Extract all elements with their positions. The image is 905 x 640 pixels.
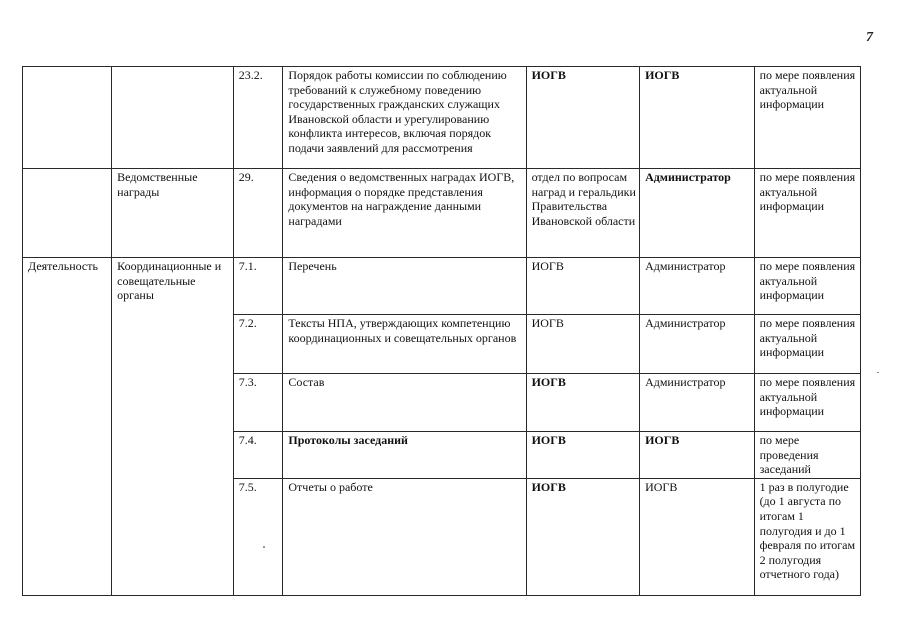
table-row xyxy=(23,258,861,315)
item-description: Протоколы заседаний xyxy=(283,432,526,479)
item-description: Тексты НПА, утверждающих компетенцию координационных и совещательных органов xyxy=(283,315,526,374)
item-number: 29. xyxy=(233,169,283,258)
item-owner: ИОГВ xyxy=(526,374,639,432)
item-owner: ИОГВ xyxy=(526,478,639,595)
item-number: 7.3. xyxy=(233,374,283,432)
item-description: Состав xyxy=(283,374,526,432)
item-description: Сведения о ведомственных наградах ИОГВ, информация о порядке представления документов на награждение данными наградами xyxy=(283,169,526,258)
item-number: 7.2. xyxy=(233,315,283,374)
subsection-coordinating-bodies: Координационные и совещательные органы xyxy=(112,258,234,596)
item-owner: ИОГВ xyxy=(526,258,639,315)
item-term: по мере появления актуальной информации xyxy=(754,169,860,258)
item-term: по мере появления актуальной информации xyxy=(754,258,860,315)
item-term: по мере появления актуальной информации xyxy=(754,67,860,169)
item-owner: ИОГВ xyxy=(526,67,639,169)
item-responsible: Администратор xyxy=(640,315,755,374)
subsection-cell xyxy=(112,67,234,169)
item-description: Порядок работы комиссии по соблюдению требований к служебному поведению государственных гражданских служащих Ивановской области и урегулированию конфликта интересов, включая порядок подачи заявлений для рассмотрения xyxy=(283,67,526,169)
section-cell xyxy=(23,169,112,258)
section-activity: Деятельность xyxy=(23,258,112,596)
item-owner: ИОГВ xyxy=(526,315,639,374)
subsection-departmental-awards: Ведомственные награды xyxy=(112,169,234,258)
scan-speck xyxy=(877,372,879,373)
item-responsible: Администратор xyxy=(640,258,755,315)
item-term: по мере появления актуальной информации xyxy=(754,374,860,432)
item-responsible: Администратор xyxy=(640,374,755,432)
item-number: 23.2. xyxy=(233,67,283,169)
item-term: по мере появления актуальной информации xyxy=(754,315,860,374)
page-number-mark: 7 xyxy=(866,30,873,45)
document-table xyxy=(22,66,861,596)
item-number: 7.1. xyxy=(233,258,283,315)
item-description: Отчеты о работе xyxy=(283,478,526,595)
section-cell xyxy=(23,67,112,169)
item-term: 1 раз в полугодие (до 1 августа по итогам 1 полугодия и до 1 февраля по итогам 2 полугодия отчетного года) xyxy=(754,478,860,595)
item-responsible: ИОГВ xyxy=(640,432,755,479)
item-responsible: Администратор xyxy=(640,169,755,258)
item-owner: отдел по вопросам наград и геральдики Правительства Ивановской области xyxy=(526,169,639,258)
item-term: по мере проведения заседаний xyxy=(754,432,860,479)
item-responsible: ИОГВ xyxy=(640,478,755,595)
table-row xyxy=(23,67,861,169)
item-description: Перечень xyxy=(283,258,526,315)
item-number: 7.5. xyxy=(233,478,283,595)
item-number: 7.4. xyxy=(233,432,283,479)
item-responsible: ИОГВ xyxy=(640,67,755,169)
table-row xyxy=(23,169,861,258)
item-owner: ИОГВ xyxy=(526,432,639,479)
